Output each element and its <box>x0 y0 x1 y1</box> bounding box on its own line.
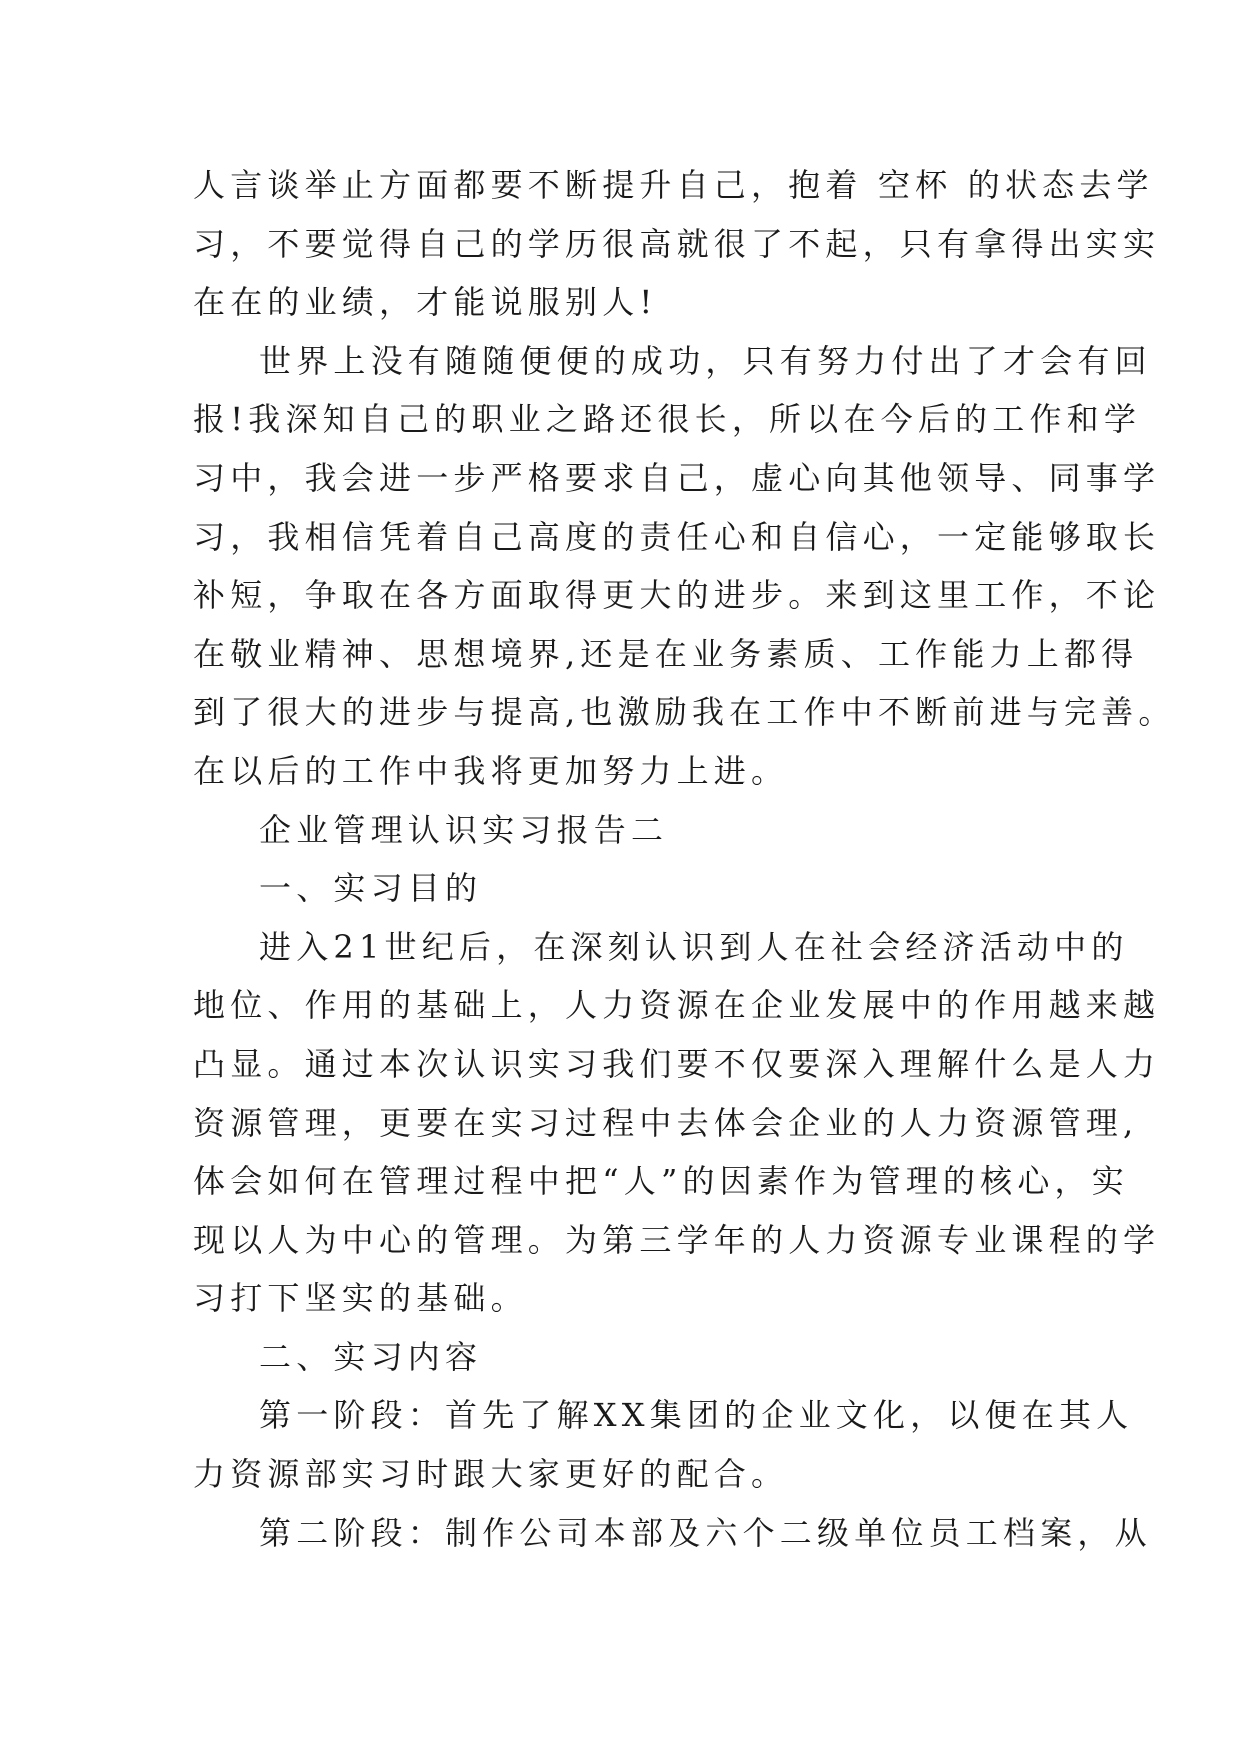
text-line: 习，不要觉得自己的学历很高就很了不起，只有拿得出实实 <box>193 224 1161 263</box>
text-line: 现以人为中心的管理。为第三学年的人力资源专业课程的学 <box>193 1220 1161 1259</box>
paragraph-start-line: 第一阶段：首先了解XX集团的企业文化，以便在其人 <box>259 1396 1134 1435</box>
text-line: 在在的业绩，才能说服别人! <box>193 283 658 322</box>
text-line: 力资源部实习时跟大家更好的配合。 <box>193 1455 789 1494</box>
section-title: 企业管理认识实习报告二 <box>259 810 669 849</box>
text-line: 资源管理，更要在实习过程中去体会企业的人力资源管理, <box>193 1103 1139 1142</box>
text-line: 在以后的工作中我将更加努力上进。 <box>193 751 789 790</box>
text-line: 地位、作用的基础上，人力资源在企业发展中的作用越来越 <box>193 986 1161 1025</box>
text-line: 习中，我会进一步严格要求自己，虚心向其他领导、同事学 <box>193 458 1161 497</box>
text-line: 习打下坚实的基础。 <box>193 1279 528 1318</box>
text-line: 在敬业精神、思想境界,还是在业务素质、工作能力上都得 <box>193 634 1139 673</box>
text-line: 补短，争取在各方面取得更大的进步。来到这里工作，不论 <box>193 576 1161 615</box>
paragraph-start-line: 进入21世纪后，在深刻认识到人在社会经济活动中的 <box>259 927 1129 966</box>
text-line: 到了很大的进步与提高,也激励我在工作中不断前进与完善。 <box>193 693 1176 732</box>
section-heading: 一、实习目的 <box>259 869 483 908</box>
paragraph-start-line: 世界上没有随随便便的成功，只有努力付出了才会有回 <box>259 341 1152 380</box>
text-line: 习，我相信凭着自己高度的责任心和自信心，一定能够取长 <box>193 517 1161 556</box>
text-line: 体会如何在管理过程中把“人”的因素作为管理的核心，实 <box>193 1162 1129 1201</box>
text-line: 人言谈举止方面都要不断提升自己，抱着 空杯 的状态去学 <box>193 166 1154 204</box>
text-line: 凸显。通过本次认识实习我们要不仅要深入理解什么是人力 <box>193 1044 1161 1083</box>
document-body <box>193 156 1176 1562</box>
section-heading: 二、实习内容 <box>259 1337 483 1376</box>
paragraph-start-line: 第二阶段：制作公司本部及六个二级单位员工档案，从 <box>259 1513 1152 1552</box>
text-line: 报!我深知自己的职业之路还很长，所以在今后的工作和学 <box>193 400 1142 439</box>
